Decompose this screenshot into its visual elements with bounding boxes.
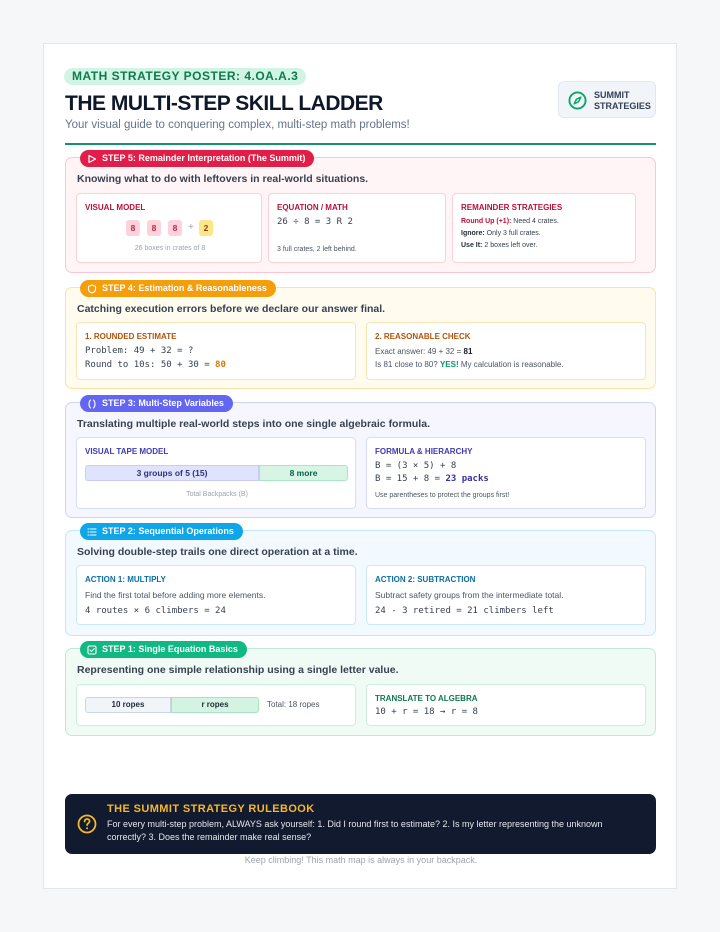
checkbox-icon bbox=[87, 645, 97, 655]
action-text: Subtract safety groups from the intermediate total. bbox=[375, 590, 564, 600]
remainder-box: 2 bbox=[199, 220, 213, 236]
card-title: VISUAL TAPE MODEL bbox=[85, 447, 169, 456]
step-5-section bbox=[65, 153, 656, 273]
strategy-text: Only 3 full crates. bbox=[484, 230, 541, 237]
footer-note: Keep climbing! This math map is always in your backpack. bbox=[244, 855, 478, 865]
strategy-item bbox=[461, 242, 537, 249]
estimate-rounding bbox=[85, 360, 226, 370]
step-3-pill bbox=[80, 395, 233, 412]
shield-icon bbox=[87, 284, 97, 294]
card-title: ACTION 1: MULTIPLY bbox=[85, 575, 166, 584]
tape-caption: Total Backpacks (B) bbox=[186, 491, 248, 498]
card-title: ACTION 2: SUBTRACTION bbox=[375, 575, 476, 584]
header-divider bbox=[65, 143, 656, 145]
step-1-section bbox=[65, 644, 656, 736]
yes-label: YES! bbox=[439, 360, 459, 369]
step-4-section bbox=[65, 283, 656, 389]
step-3-description: Translating multiple real-world steps into one single algebraic formula. bbox=[77, 418, 430, 430]
formula-value: 23 packs bbox=[445, 474, 489, 484]
brand-name bbox=[594, 90, 654, 112]
reasonable-question-text: Is 81 close to 80? bbox=[375, 360, 440, 369]
translate-card bbox=[366, 684, 646, 726]
strategy-item bbox=[461, 230, 541, 237]
brand-badge bbox=[558, 81, 656, 118]
page-title: THE MULTI-STEP SKILL LADDER bbox=[65, 92, 383, 115]
exact-value: 81 bbox=[463, 347, 473, 356]
visual-model-card bbox=[76, 193, 262, 263]
rope-model-card bbox=[76, 684, 356, 726]
plus-sign: + bbox=[188, 222, 194, 233]
brand-line-2: STRATEGIES bbox=[594, 101, 651, 111]
formula-line: B = (3 × 5) + 8 bbox=[375, 461, 457, 471]
reasonable-question bbox=[375, 360, 564, 369]
question-icon bbox=[77, 814, 97, 834]
strategy-text: 2 boxes left over. bbox=[482, 242, 538, 249]
action-text: Find the first total before adding more elements. bbox=[85, 590, 266, 600]
step-1-label: STEP 1: Single Equation Basics bbox=[102, 644, 238, 654]
estimate-value: 80 bbox=[215, 360, 226, 370]
list-icon bbox=[87, 527, 97, 537]
step-1-description: Representing one simple relationship using a single letter value. bbox=[77, 664, 399, 676]
brand-line-1: SUMMIT bbox=[594, 90, 630, 100]
crate-box: 8 bbox=[126, 220, 140, 236]
unknown-ropes-segment: r ropes bbox=[171, 697, 259, 713]
crate-box: 8 bbox=[147, 220, 161, 236]
step-5-label: STEP 5: Remainder Interpretation (The Summit) bbox=[102, 153, 306, 163]
compass-icon bbox=[568, 91, 587, 110]
rulebook-banner bbox=[65, 794, 656, 854]
tape-more-segment: 8 more bbox=[259, 465, 348, 481]
strategy-label: Ignore: bbox=[461, 230, 485, 237]
topic-badge: MATH STRATEGY POSTER: 4.OA.A.3 bbox=[64, 68, 306, 85]
crate-box: 8 bbox=[168, 220, 182, 236]
rope-total: Total: 18 ropes bbox=[267, 700, 320, 709]
tape-groups-segment: 3 groups of 5 (15) bbox=[85, 465, 259, 481]
estimate-rounding-text: Round to 10s: 50 + 30 = bbox=[85, 360, 216, 370]
poster-sheet bbox=[43, 43, 677, 889]
action-multiply-card bbox=[76, 565, 356, 625]
step-4-label: STEP 4: Estimation & Reasonableness bbox=[102, 283, 267, 293]
equation-expression: 26 ÷ 8 = 3 R 2 bbox=[277, 217, 353, 227]
strategy-item bbox=[461, 218, 559, 225]
step-3-section bbox=[65, 398, 656, 518]
formula-card bbox=[366, 437, 646, 509]
page-subtitle: Your visual guide to conquering complex, multi-step math problems! bbox=[65, 119, 410, 131]
card-title: 2. REASONABLE CHECK bbox=[375, 332, 471, 341]
reasonable-conclusion: My calculation is reasonable. bbox=[458, 360, 564, 369]
action-expression: 24 - 3 retired = 21 climbers left bbox=[375, 606, 554, 616]
reasonable-check-card bbox=[366, 322, 646, 380]
estimate-problem: Problem: 49 + 32 = ? bbox=[85, 346, 194, 356]
flag-icon bbox=[87, 154, 97, 164]
formula-result-text: B = 15 + 8 = bbox=[375, 474, 446, 484]
step-3-label: STEP 3: Multi-Step Variables bbox=[102, 398, 224, 408]
step-2-pill bbox=[80, 523, 243, 540]
step-2-description: Solving double-step trails one direct operation at a time. bbox=[77, 546, 358, 558]
rulebook-title: THE SUMMIT STRATEGY RULEBOOK bbox=[107, 803, 315, 815]
step-4-description: Catching execution errors before we declare our answer final. bbox=[77, 303, 386, 315]
equation-card bbox=[268, 193, 446, 263]
visual-caption: 26 boxes in crates of 8 bbox=[134, 245, 206, 252]
formula-note: Use parentheses to protect the groups first! bbox=[375, 492, 510, 499]
parentheses-icon bbox=[87, 399, 97, 409]
card-title: TRANSLATE TO ALGEBRA bbox=[375, 694, 478, 703]
step-1-pill bbox=[80, 641, 247, 658]
rulebook-text: For every multi-step problem, ALWAYS ask yourself: 1. Did I round first to estimate? 2. Is my letter representing the unknown correctly? 3. Does the remainder make real sense? bbox=[107, 819, 603, 842]
exact-answer bbox=[375, 347, 472, 356]
card-title: VISUAL MODEL bbox=[85, 203, 146, 212]
step-2-label: STEP 2: Sequential Operations bbox=[102, 526, 234, 536]
card-title: FORMULA & HIERARCHY bbox=[375, 447, 473, 456]
equation-note: 3 full crates, 2 left behind. bbox=[277, 246, 357, 253]
exact-answer-text: Exact answer: 49 + 32 = bbox=[375, 347, 464, 356]
remainder-strategies-card bbox=[452, 193, 636, 263]
rounded-estimate-card bbox=[76, 322, 356, 380]
strategy-text: Need 4 crates. bbox=[511, 218, 559, 225]
step-5-pill bbox=[80, 150, 314, 167]
step-2-section bbox=[65, 526, 656, 636]
step-4-pill bbox=[80, 280, 276, 297]
visual-tape-card bbox=[76, 437, 356, 509]
formula-result bbox=[375, 474, 489, 484]
strategy-label: Use It: bbox=[461, 242, 483, 249]
strategy-label: Round Up (+1): bbox=[461, 218, 512, 225]
card-title: REMAINDER STRATEGIES bbox=[461, 203, 563, 212]
step-5-description: Knowing what to do with leftovers in real-world situations. bbox=[77, 173, 369, 185]
known-ropes-segment: 10 ropes bbox=[85, 697, 171, 713]
card-title: EQUATION / MATH bbox=[277, 203, 348, 212]
action-subtract-card bbox=[366, 565, 646, 625]
card-title: 1. ROUNDED ESTIMATE bbox=[85, 332, 177, 341]
action-expression: 4 routes × 6 climbers = 24 bbox=[85, 606, 226, 616]
translate-expression: 10 + r = 18 → r = 8 bbox=[375, 707, 478, 717]
